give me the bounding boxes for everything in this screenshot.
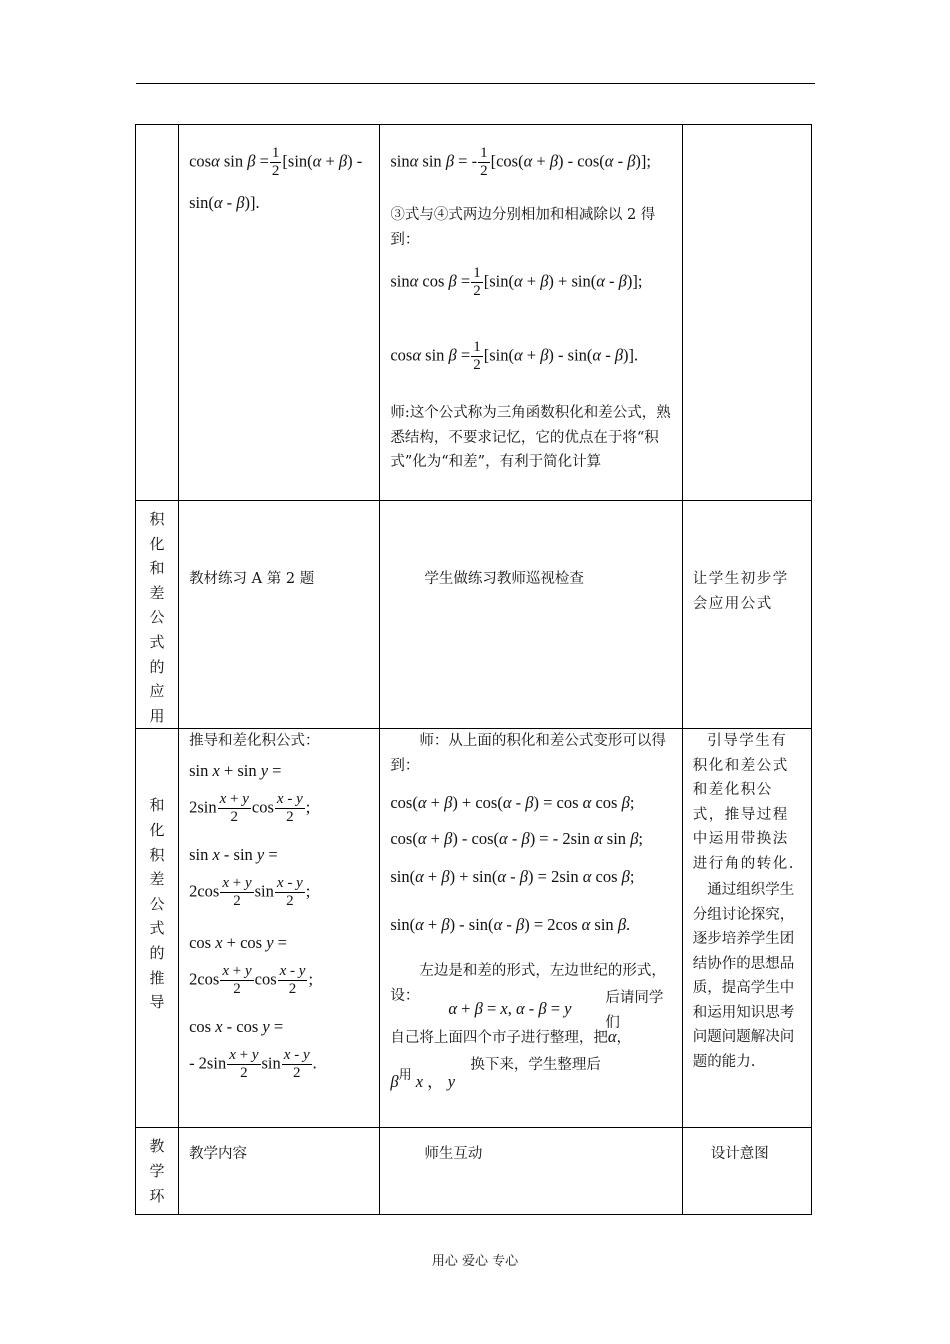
interaction-tail: 换下来，学生整理后 bbox=[470, 1057, 601, 1074]
formula: sin(α - β)]. bbox=[189, 193, 260, 212]
formula: cos(α + β) + cos(α - β) = cos α cos β; bbox=[390, 793, 635, 813]
stage-label bbox=[136, 501, 178, 728]
stage-label-char: 学 bbox=[149, 1161, 165, 1180]
table-row bbox=[136, 501, 812, 729]
interaction-text: 学生做练习教师巡视检查 bbox=[424, 571, 584, 587]
intent-cell bbox=[682, 729, 811, 1128]
stage-label-char: 差 bbox=[149, 583, 165, 602]
text-paragraph: ③式与④式两边分别相加和相减除以 2 得到： bbox=[390, 207, 656, 248]
page-footer: 用心 爱心 专心 bbox=[431, 1254, 519, 1269]
stage-cell bbox=[136, 729, 179, 1128]
stage-label-char: 式 bbox=[149, 919, 165, 938]
stage-cell bbox=[136, 501, 179, 729]
formula: 2cos $\frac{x + y}{2}$ sin $\frac{x - y}{2}$ ; bbox=[189, 875, 311, 910]
stage-label-char: 和 bbox=[149, 796, 165, 815]
header-interaction: 师生互动 bbox=[424, 1146, 483, 1163]
stage-label-char: 式 bbox=[149, 632, 165, 651]
formula: cos x - cos y = bbox=[189, 1017, 284, 1037]
stage-label-char: 差 bbox=[149, 870, 165, 889]
intent-text: 引导学生有积化和差公式和差化积公式，推导过程中运用带换法进行角的转化. bbox=[692, 733, 795, 872]
stage-label-char: 导 bbox=[149, 993, 165, 1012]
formula: 2cos $\frac{x + y}{2}$ cos $\frac{x - y}{2}$ ; bbox=[189, 963, 314, 998]
content-title: 推导和差化积公式： bbox=[189, 733, 320, 750]
stage-label-char: 环 bbox=[149, 1186, 165, 1205]
interaction-cell bbox=[380, 729, 682, 1128]
content-text: 教材练习 A 第 2 题 bbox=[189, 571, 315, 587]
stage-label-char: 化 bbox=[149, 534, 165, 553]
formula: 2sin $\frac{x + y}{2}$ cos $\frac{x - y}{2}$ ; bbox=[189, 791, 311, 826]
stage-cell bbox=[136, 1128, 179, 1215]
stage-label-char: 应 bbox=[149, 682, 165, 701]
header-intent: 设计意图 bbox=[710, 1146, 769, 1163]
stage-cell bbox=[136, 125, 179, 501]
formula: sin x - sin y = bbox=[189, 845, 278, 865]
formula: $\beta^用$ x ， y bbox=[390, 1067, 456, 1092]
stage-label-char: 公 bbox=[149, 608, 165, 627]
formula: cos(α + β) - cos(α - β) = - 2sin α sin β; bbox=[390, 829, 643, 849]
formula: cosα sin β = $\frac{1}{2}$ [sin(α + β) - sin(α - β)]. bbox=[390, 339, 639, 373]
stage-label-char: 和 bbox=[149, 559, 165, 578]
stage-label-char: 的 bbox=[149, 943, 165, 962]
content-cell bbox=[179, 125, 380, 501]
content-cell bbox=[179, 1128, 380, 1215]
interaction-text: 自己将上面四个市子进行整理，把α， bbox=[390, 1027, 632, 1047]
intent-text: 让学生初步学会应用公式 bbox=[692, 571, 789, 612]
content-cell bbox=[179, 729, 380, 1128]
intent-cell bbox=[682, 1128, 811, 1215]
stage-label-char: 教 bbox=[149, 1137, 165, 1156]
interaction-text: 左边是和差的形式，左边世纪的形式，设： bbox=[390, 963, 666, 1004]
text-paragraph: 师:这个公式称为三角函数积化和差公式，熟悉结构，不要求记忆，它的优点在于将“积式”化为“和差”，有利于简化计算 bbox=[390, 405, 671, 470]
stage-label-char: 积 bbox=[149, 845, 165, 864]
stage-label-char: 推 bbox=[149, 968, 165, 987]
stage-label-char: 化 bbox=[149, 820, 165, 839]
interaction-intro: 师：从上面的积化和差公式变形可以得到： bbox=[390, 733, 666, 774]
stage-label-char: 用 bbox=[149, 706, 165, 725]
formula: sinα cos β = $\frac{1}{2}$ [sin(α + β) + sin(α - β)]; bbox=[390, 265, 643, 299]
table-row bbox=[136, 125, 812, 501]
formula: cos x + cos y = bbox=[189, 933, 287, 953]
stage-label-char: 的 bbox=[149, 657, 165, 676]
interaction-text: 后请同学们 bbox=[605, 990, 664, 1031]
lesson-table bbox=[135, 124, 812, 1215]
stage-label-char: 公 bbox=[149, 894, 165, 913]
content-cell bbox=[179, 501, 380, 729]
formula: cosα sin β = $\frac{1}{2}$ [sin(α + β) - bbox=[189, 145, 363, 179]
table-row bbox=[136, 729, 812, 1128]
intent-text: 通过组织学生分组讨论探究，逐步培养学生团结协作的思想品质，提高学生中和运用知识思考问题问题解决问题的能力. bbox=[692, 882, 795, 1070]
formula: sin x + sin y = bbox=[189, 761, 282, 781]
header-rule bbox=[136, 83, 815, 84]
stage-label bbox=[136, 729, 178, 1014]
formula: sin(α + β) + sin(α - β) = 2sin α cos β; bbox=[390, 867, 635, 887]
interaction-cell bbox=[380, 501, 682, 729]
header-content: 教学内容 bbox=[189, 1146, 248, 1163]
stage-label-char: 积 bbox=[149, 510, 165, 528]
stage-label bbox=[136, 1128, 178, 1208]
table-row bbox=[136, 1128, 812, 1215]
intent-cell bbox=[682, 501, 811, 729]
formula: sin(α + β) - sin(α - β) = 2cos α sin β. bbox=[390, 915, 631, 935]
formula: sinα sin β = - $\frac{1}{2}$ [cos(α + β) - cos(α - β)]; bbox=[390, 145, 651, 179]
formula: - 2sin $\frac{x + y}{2}$ sin $\frac{x - y}{2}$ . bbox=[189, 1047, 317, 1082]
formula: α + β = x, α - β = y bbox=[448, 999, 572, 1019]
interaction-cell bbox=[380, 125, 682, 501]
interaction-cell bbox=[380, 1128, 682, 1215]
intent-cell bbox=[682, 125, 811, 501]
